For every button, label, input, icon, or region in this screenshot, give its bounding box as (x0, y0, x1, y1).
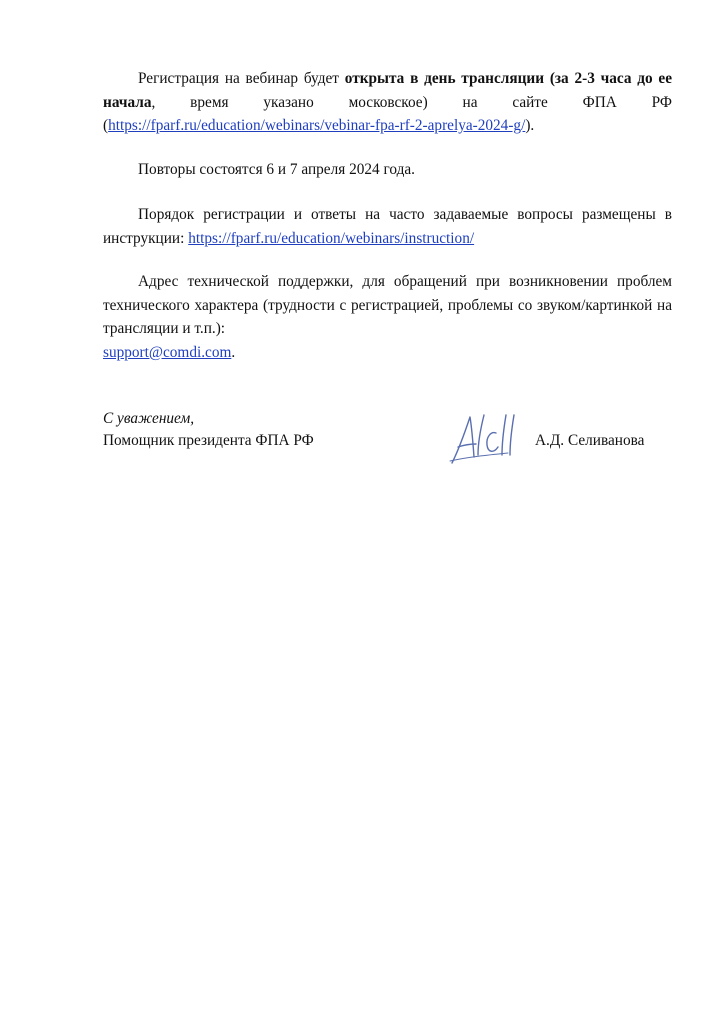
webinar-link[interactable]: https://fparf.ru/education/webinars/vebinar-fpa-rf-2-aprelya-2024-g/ (108, 117, 526, 134)
signature-icon (448, 411, 518, 467)
support-email-link[interactable]: support@comdi.com (103, 343, 232, 361)
signer-name: А.Д. Селиванова (535, 432, 645, 449)
instruction-link[interactable]: https://fparf.ru/education/webinars/instruction/ (188, 229, 475, 247)
paragraph-registration (103, 67, 672, 138)
signature-block (103, 429, 672, 469)
support-text-end: . (231, 343, 236, 361)
paragraph-instructions (103, 203, 672, 250)
support-text: Адрес технической поддержки, для обращений при возникновении проблем технического характера (трудности с регистрацией, проблемы со звуком/картинкой на трансляции и т.п.): (103, 273, 672, 337)
registration-text-end: ). (525, 117, 535, 134)
closing-salutation: С уважением, (103, 410, 195, 427)
instructions-text: Порядок регистрации и ответы на часто задаваемые вопросы размещены в инструкции: (103, 206, 672, 247)
paragraph-repeats: Повторы состоятся 6 и 7 апреля 2024 года. (138, 161, 416, 178)
signer-position: Помощник президента ФПА РФ (103, 432, 314, 449)
paragraph-support (103, 270, 672, 364)
registration-text-middle: , время указано московское) на сайте ФПА РФ ( (103, 93, 672, 134)
registration-time-bold: открыта в день трансляции (за 2-3 часа до ее начала (103, 70, 673, 111)
registration-text-start: Регистрация на вебинар будет (138, 70, 345, 87)
